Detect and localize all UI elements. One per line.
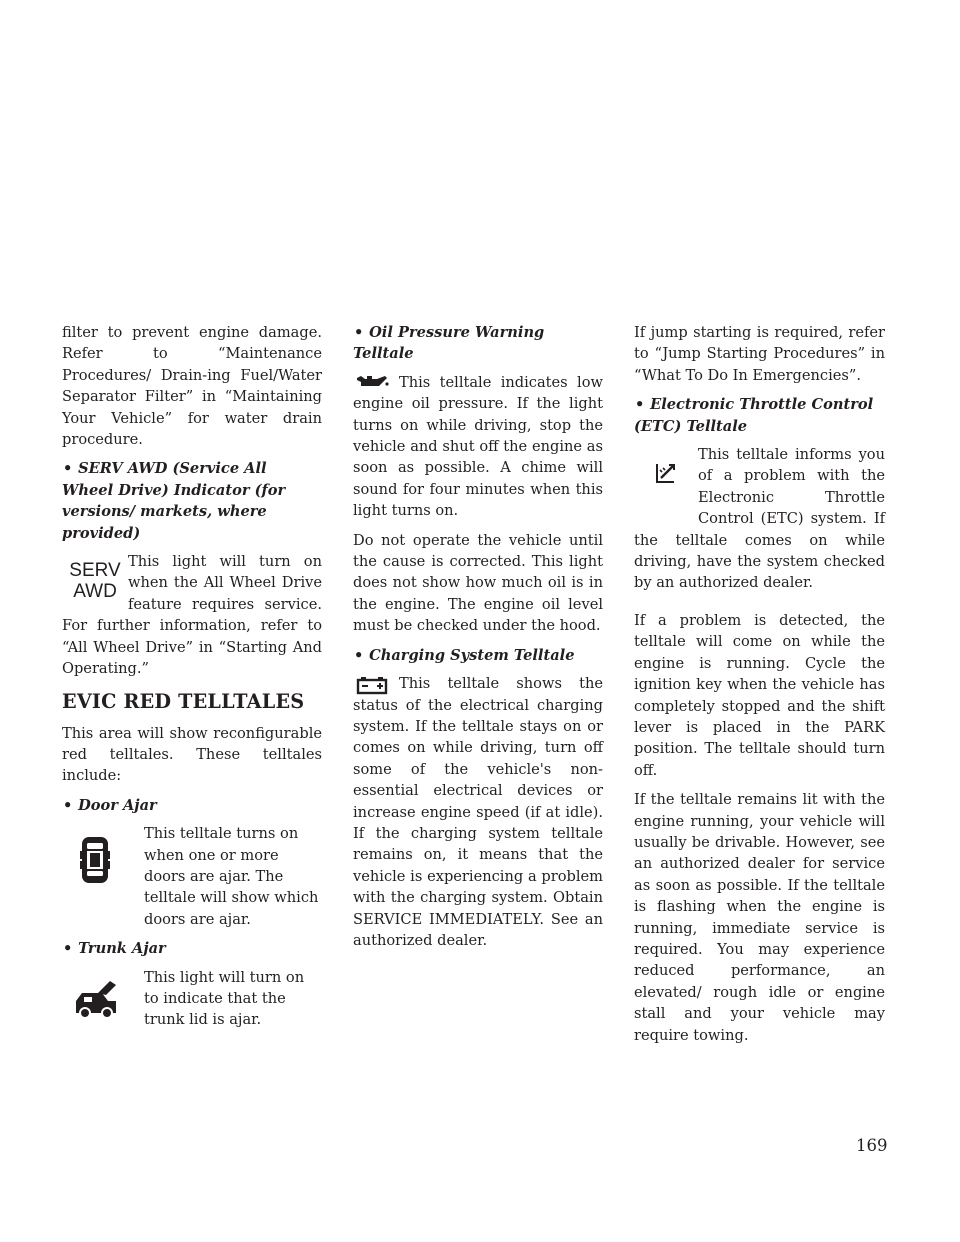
oil-pressure-text: This telltale indicates low engine oil pressure. If the light turns on while driving, stop the vehicle and shut off the engine as soon as possible. A chime will sound for four minutes when this light turns on.	[353, 373, 603, 520]
charging-text: This telltale shows the status of the electrical charging system. If the telltale stays on or comes on while driving, turn off some of the vehicle's non-essential electrical devices or increase engine speed (if at idle). If the charging system telltale remains on, it means that the vehicle is experiencing a problem with the charging system. Obtain SERVICE IMMEDIATELY. See an authorized dealer.	[353, 675, 603, 949]
charging-heading: • Charging System Telltale	[354, 646, 575, 664]
throttle-icon	[654, 462, 676, 484]
door-ajar-text: This telltale turns on when one or more doors are ajar. The telltale will show which doors are ajar.	[144, 825, 319, 928]
serv-awd-icon: SERV AWD	[69, 560, 121, 603]
oil-can-icon	[355, 374, 389, 390]
charging-block	[353, 673, 603, 951]
column-left	[62, 322, 322, 1031]
paragraph: If jump starting is required, refer to “Jump Starting Procedures” in “What To Do In Emergencies”.	[634, 324, 885, 384]
serv-awd-block	[62, 551, 322, 679]
etc-block	[634, 444, 885, 602]
etc-heading: • Electronic Throttle Control (ETC) Telltale	[634, 396, 874, 435]
trunk-ajar-heading: • Trunk Ajar	[63, 940, 166, 958]
trunk-ajar-text: This light will turn on to indicate that the trunk lid is ajar.	[144, 968, 305, 1029]
battery-icon	[355, 675, 389, 695]
column-middle	[353, 322, 603, 959]
paragraph: If a problem is detected, the telltale will come on while the engine is running. Cycle the ignition key when the vehicle has completely stopped and the shift lever is placed in the PARK position. The telltale should turn off.	[634, 611, 885, 779]
section-title: EVIC RED TELLTALES	[62, 689, 305, 713]
column-right	[634, 322, 885, 1054]
serv-awd-heading: • SERV AWD (Service All Wheel Drive) Indicator (for versions/ markets, where provided)	[62, 460, 286, 542]
page-number: 169	[856, 1136, 888, 1155]
etc-text: This telltale informs you of a problem with the Electronic Throttle Control (ETC) system. If the telltale comes on while driving, have the system checked by an authorized dealer.	[634, 446, 885, 592]
trunk-ajar-block	[62, 967, 322, 1031]
door-ajar-block	[62, 823, 322, 930]
oil-pressure-block	[353, 372, 603, 522]
trunk-ajar-icon	[72, 979, 120, 1019]
oil-pressure-heading: • Oil Pressure Warning Telltale	[353, 324, 545, 363]
section-intro: This area will show reconfigurable red telltales. These telltales include:	[62, 724, 322, 785]
paragraph: If the telltale remains lit with the engine running, your vehicle will usually be drivable. However, see an authorized dealer for service as soon as possible. If the telltale is flashing when the engine is running, immediate service is required. You may experience reduced performance, an elevated/ rough idle or engine stall and your vehicle may require towing.	[634, 791, 885, 1044]
door-ajar-heading: • Door Ajar	[63, 796, 157, 814]
paragraph: filter to prevent engine damage. Refer to “Maintenance Procedures/ Drain-ing Fuel/Water Separator Filter” in “Maintaining Your Vehicle” for water drain procedure.	[62, 324, 322, 449]
serv-awd-text: This light will turn on when the All Wheel Drive feature requires service. For further information, refer to “All Wheel Drive” in “Starting And Operating.”	[62, 553, 322, 678]
door-ajar-icon	[80, 835, 110, 885]
paragraph: Do not operate the vehicle until the cause is corrected. This light does not show how much oil is in the engine. The engine oil level must be checked under the hood.	[353, 531, 603, 635]
